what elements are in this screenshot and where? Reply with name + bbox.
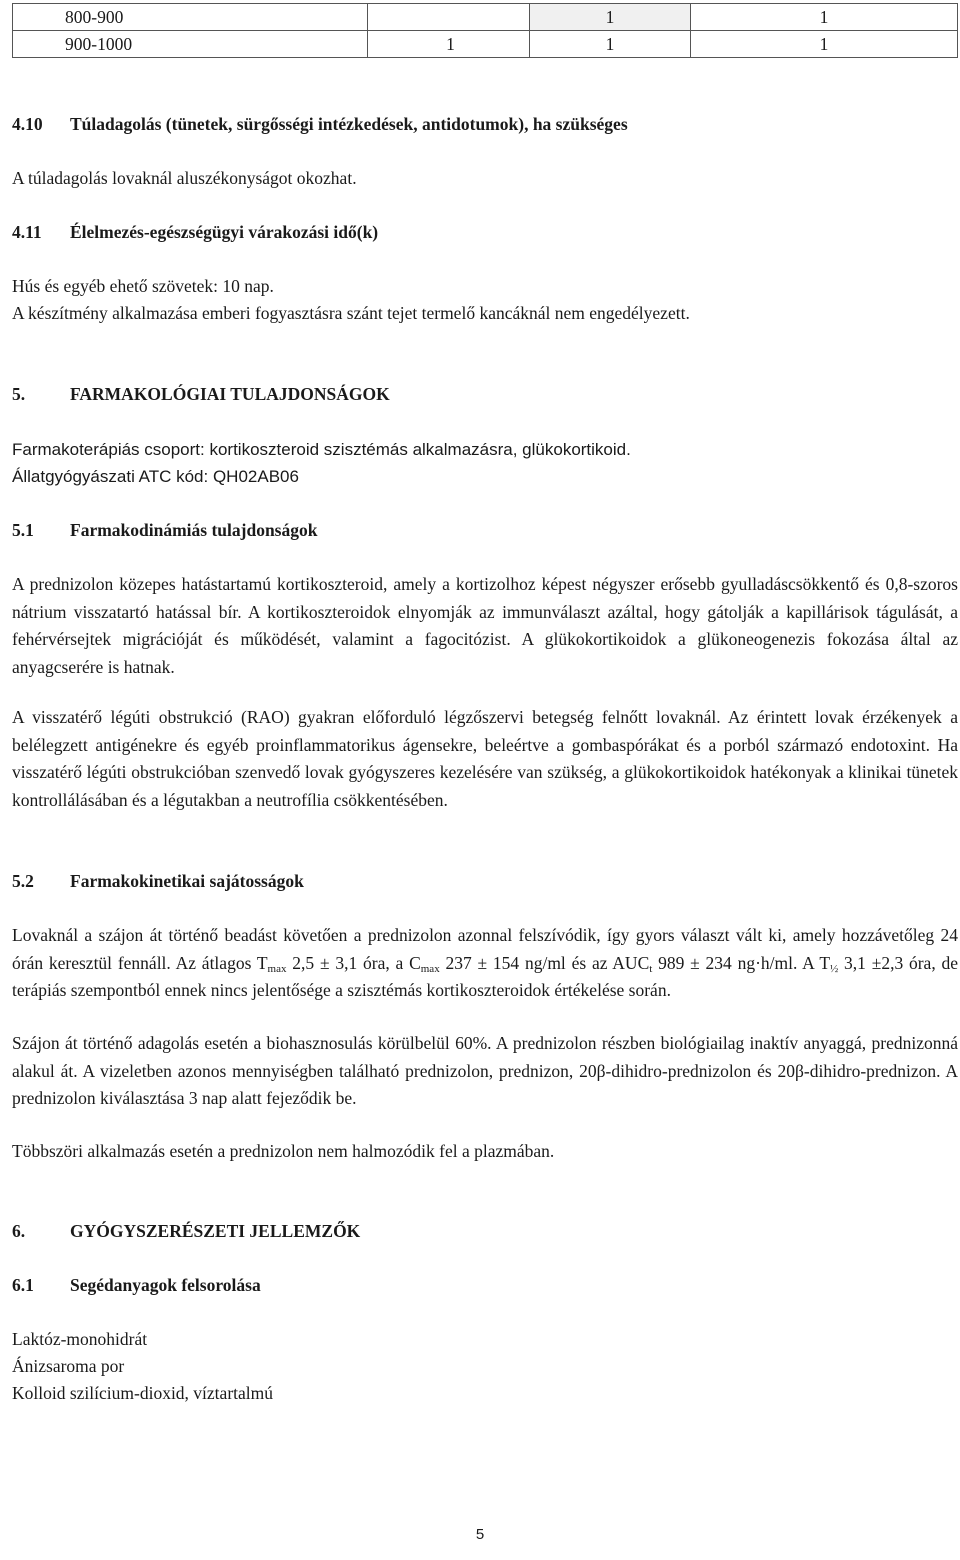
- excipient-list-item: Kolloid szilícium-dioxid, víztartalmú: [12, 1383, 273, 1403]
- table-cell: 1: [691, 4, 958, 31]
- withdrawal-meat: Hús és egyéb ehető szövetek: 10 nap.: [12, 276, 274, 296]
- section-heading-5: 5. FARMAKOLÓGIAI TULAJDONSÁGOK: [12, 384, 390, 404]
- section-heading-4-10: 4.10 Túladagolás (tünetek, sürgősségi intézkedések, antidotumok), ha szükséges: [12, 114, 628, 134]
- pharmacokinetics-paragraph-2: Szájon át történő adagolás esetén a biohasznosulás körülbelül 60%. A prednizolon részben biológiailag inaktív anyaggá, prednizonná alakul át. A vizeletben azonos mennyiségben található prednizolon, prednizon, 20β-dihidro-prednizolon és 20β-dihidro-prednizon. A prednizolon kiválasztása 3 nap alatt fejeződik be.: [12, 1033, 958, 1108]
- table-cell: 1: [530, 31, 691, 58]
- pharmacokinetics-paragraph-3: Többszöri alkalmazás esetén a prednizolon nem halmozódik fel a plazmában.: [12, 1141, 555, 1161]
- section-heading-5-1: 5.1 Farmakodinámiás tulajdonságok: [12, 520, 318, 540]
- table-cell: 1: [368, 31, 530, 58]
- table-cell: 800-900: [13, 4, 368, 31]
- pharmacokinetics-paragraph-1: Lovaknál a szájon át történő beadást követően a prednizolon azonnal felszívódik, így gyors választ vált ki, amely hozzávetőleg 24 órán keresztül fennáll. Az átlagos $T_{max}$ 2,5 ± 3,1 óra, a $C_{max}$ 237 ± 154 ng/ml és az $AUC_t$ 989 ± 234 ng·h/ml. A $T_{\frac{1}{2}}$ 3,1 ±2,3 óra, de terápiás szempontból ennek nincs jelentősége a szisztémás kortikoszteroidok értékelése során.: [12, 925, 959, 1000]
- table-row: [13, 4, 958, 31]
- excipient-list-item: Laktóz-monohidrát: [12, 1329, 148, 1349]
- overdose-text: A túladagolás lovaknál aluszékonyságot okozhat.: [12, 168, 357, 188]
- table-row: [13, 31, 958, 58]
- section-heading-4-11: 4.11 Élelmezés-egészségügyi várakozási idő(k): [12, 222, 379, 242]
- pharmacodynamics-paragraph-1: A prednizolon közepes hatástartamú kortikoszteroid, amely a kortizolhoz képest négyszer erősebb gyulladáscsökkentő és 0,8-szoros nátrium visszatartó hatással bír. A kortikoszteroidok elnyomják az immunválaszt azáltal, hogy gátolják a kapillárisok tágulását, a fehérvérsejtek migrációját és működését, valamint a fagocitózist. A glükokortikoidok a glükoneogenezis fokozása által az anyagcserére is hatnak.: [12, 574, 958, 677]
- atc-code: Állatgyógyászati ATC kód: QH02AB06: [12, 467, 299, 486]
- excipient-list-item: Ánizsaroma por: [12, 1356, 125, 1376]
- dosage-table: [12, 3, 958, 58]
- page-number: 5: [475, 1526, 485, 1543]
- table-cell: 900-1000: [13, 31, 368, 58]
- withdrawal-milk: A készítmény alkalmazása emberi fogyasztásra szánt tejet termelő kancáknál nem engedélyezett.: [12, 303, 690, 323]
- pharmacodynamics-paragraph-2: A visszatérő légúti obstrukció (RAO) gyakran előforduló légzőszervi betegség felnőtt lovaknál. Az érintett lovak érzékenyek a belélegzett antigénekre és egyéb proinflammatorikus ágensekre, beleértve a gombaspórákat és a porból származó endotoxint. Ha visszatérő légúti obstrukcióban szenvedő lovak gyógyszeres kezelésére van szükség, a glükokortikoidok hatékonyak a klinikai tünetek kontrollálásában és a légutakban a neutrofília csökkentésében.: [12, 707, 958, 810]
- section-heading-6: 6. GYÓGYSZERÉSZETI JELLEMZŐK: [12, 1221, 361, 1241]
- table-cell: 1: [691, 31, 958, 58]
- table-cell: 1: [530, 4, 691, 31]
- section-heading-6-1: 6.1 Segédanyagok felsorolása: [12, 1275, 261, 1295]
- pharmacotherapeutic-group: Farmakoterápiás csoport: kortikoszteroid szisztémás alkalmazásra, glükokortikoid.: [12, 440, 631, 459]
- section-heading-5-2: 5.2 Farmakokinetikai sajátosságok: [12, 871, 304, 891]
- table-cell: [368, 4, 530, 31]
